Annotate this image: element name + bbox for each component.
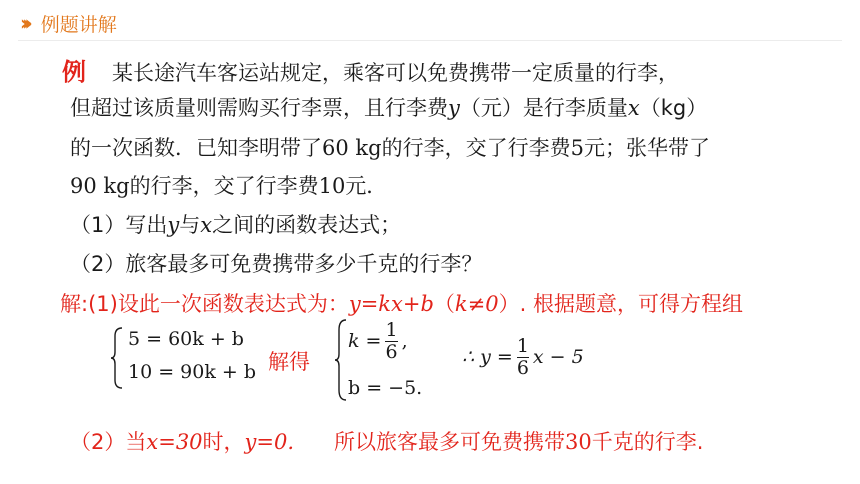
function-result: ∴ y = $\frac{1}{6}$ x − 5 [462,334,584,379]
solution-brace [334,318,348,402]
section-title: 例题讲解 [40,13,117,36]
problem-line-2: 但超过该质量则需购买行李票，且行李费y（元）是行李质量x（kg） [70,96,708,120]
header-divider [18,40,842,41]
b-solution: b = −5. [348,377,423,399]
system-eq-2: 10 = 90k + b [128,361,257,383]
system-brace [110,326,124,390]
problem-line-1: 例 某长途汽车客运站规定，乘客可以免费携带一定质量的行李， [62,58,679,86]
k-solution: k = $\frac{1}{6}$ , [348,318,408,363]
question-1: （1）写出y与x之间的函数表达式； [70,213,402,237]
solve-label: 解得 [268,350,310,374]
system-eq-1: 5 = 60k + b [128,328,244,350]
chevron-right-icon: ››› [20,11,27,35]
problem-line-4: 90 kg的行李，交了行李费10元． [70,174,388,198]
problem-line-3: 的一次函数．已知李明带了60 kg的行李，交了行李费5元；张华带了 [70,136,710,160]
solution-part-2: （2）当x=30时，y=0. 所以旅客最多可免费携带30千克的行李. [70,430,704,454]
result-fraction: $\frac{1}{6}$ [516,334,529,379]
solution-intro: 解:(1)设此一次函数表达式为：y=kx+b（k≠0）. 根据题意，可得方程组 [60,292,743,316]
question-2: （2）旅客最多可免费携带多少千克的行李？ [70,252,483,276]
k-fraction: $\frac{1}{6}$ [385,318,398,363]
section-header [20,8,117,38]
example-mark: 例 [62,58,86,86]
